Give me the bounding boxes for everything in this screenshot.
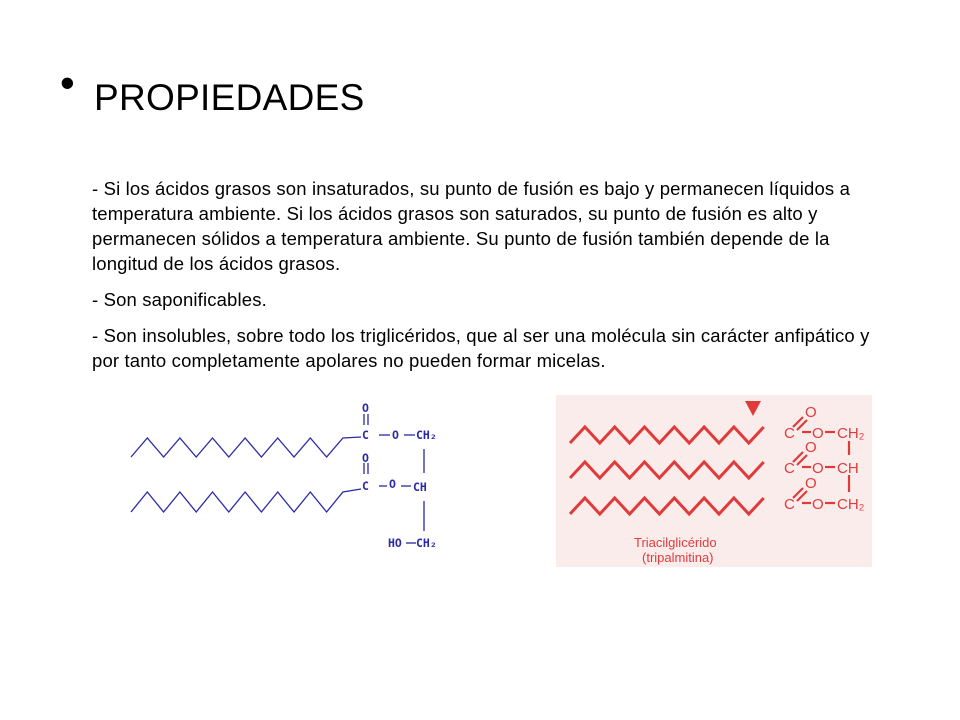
- triacylglycerol-figure: [556, 395, 872, 567]
- carbon-label-mid: C: [362, 479, 369, 493]
- oxygen-link-top: O: [392, 428, 399, 442]
- row2-ester-o: O: [812, 460, 824, 477]
- row2-carbonyl-o: O: [805, 439, 817, 456]
- figure-caption-name: Triacilglicérido: [634, 535, 717, 550]
- paragraph-melting-point: - Si los ácidos grasos son insaturados, su punto de fusión es bajo y permanecen líquidos a temperatura ambiente. Si los ácidos grasos son saturados, su punto de fusión es alto y permanecen sólidos a temperatura ambiente. Su punto de fusión también depende de la longitud de los ácidos grasos.: [92, 178, 851, 274]
- row2-carbon: CH: [837, 460, 859, 477]
- bullet-dot: •: [60, 59, 75, 106]
- slide-body: [92, 176, 892, 384]
- palmitic-chain-1: [570, 427, 764, 443]
- paragraph-insoluble: - Son insolubles, sobre todo los triglicéridos, que al ser una molécula sin carácter anfipático y por tanto completamente apolares no pueden formar micelas.: [92, 325, 870, 371]
- fatty-acid-chain-2: [131, 489, 361, 512]
- oxygen-label-top: O: [362, 401, 369, 415]
- arrow-down-icon: [745, 401, 761, 416]
- ch2-label-bottom: CH₂: [416, 536, 437, 550]
- row3-carbon: CH₂: [837, 496, 865, 513]
- figure-caption-subname: (tripalmitina): [642, 550, 714, 565]
- ho-label: HO: [388, 536, 402, 550]
- row3-carbonyl-o: O: [805, 475, 817, 492]
- fatty-acid-chain-1: [131, 437, 361, 457]
- paragraph-saponifiable: - Son saponificables.: [92, 289, 267, 310]
- ch-label-mid: CH: [413, 480, 427, 494]
- row1-carbonyl-o: O: [805, 404, 817, 421]
- row2-carbonyl-c: C: [784, 460, 795, 477]
- row3-ester-o: O: [812, 496, 824, 513]
- carbon-label-top: C: [362, 428, 369, 442]
- triacylglycerol-structure: [556, 395, 872, 567]
- palmitic-chain-3: [570, 498, 764, 514]
- row1-ester-o: O: [812, 425, 824, 442]
- row1-carbonyl-c: C: [784, 425, 795, 442]
- slide-heading: PROPIEDADES: [94, 77, 365, 118]
- oxygen-link-mid: O: [389, 477, 396, 491]
- ch2-label-top: CH₂: [416, 428, 437, 442]
- diacylglycerol-figure: [128, 395, 458, 565]
- palmitic-chain-2: [570, 462, 764, 478]
- row1-carbon: CH₂: [837, 425, 865, 442]
- oxygen-label-mid: O: [362, 451, 369, 465]
- diacylglycerol-structure: [128, 395, 458, 565]
- row3-carbonyl-c: C: [784, 496, 795, 513]
